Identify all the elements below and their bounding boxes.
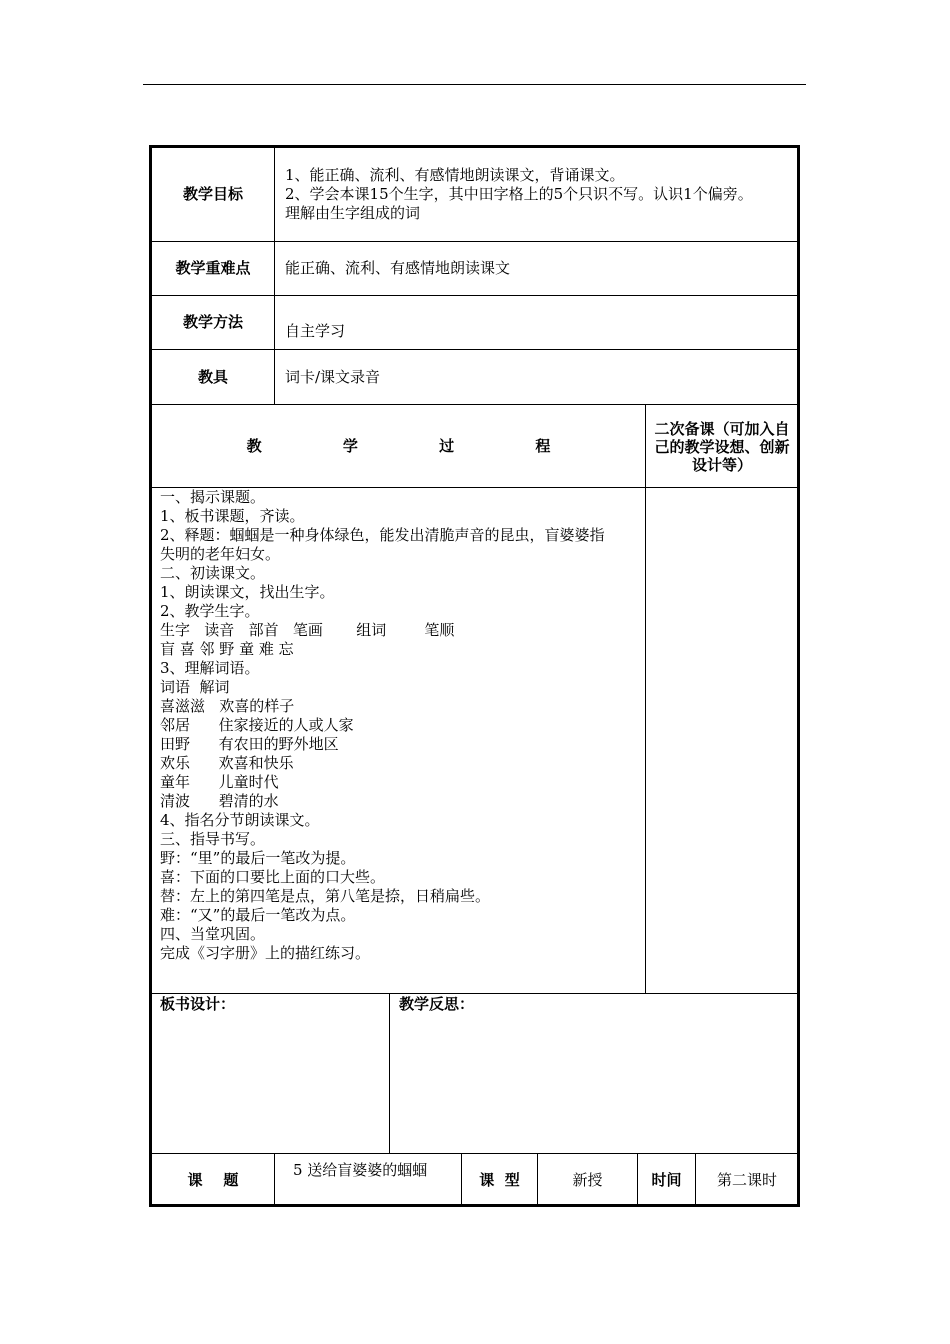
process-line: 欢乐 欢喜和快乐 [160,754,294,772]
tools-label: 教具 [197,367,228,386]
process-line: 田野 有农田的野外地区 [160,735,339,753]
column-divider [274,1153,275,1207]
objectives-content [285,166,797,223]
process-line: 邻居 住家接近的人或人家 [160,716,354,734]
second-prep-heading: 二次备课（可加入自己的教学设想、创新设计等） [654,420,790,474]
column-divider [274,145,275,405]
topic-value: 5 送给盲婆婆的蝈蝈 [293,1161,428,1179]
tools-value: 词卡/课文录音 [285,368,381,386]
objectives-line: 理解由生字组成的词 [285,204,421,222]
row-divider [149,993,800,994]
process-line: 二、初读课文。 [160,564,266,582]
process-heading: 教 学 过 程 [246,436,589,455]
topic-label: 课 题 [187,1170,239,1189]
page-header-rule [143,84,806,85]
process-line: 喜滋滋 欢喜的样子 [160,697,295,715]
method-label: 教学方法 [182,313,243,331]
objectives-line: 1、能正确、流利、有感情地朗读课文，背诵课文。 [285,166,625,184]
type-label: 课 型 [479,1170,520,1189]
time-value: 第二课时 [716,1170,777,1189]
time-label: 时间 [651,1170,682,1189]
process-line: 4、指名分节朗读课文。 [160,811,320,829]
key-points-label: 教学重难点 [175,259,251,277]
process-line: 野：“里”的最后一笔改为提。 [160,849,356,867]
reflection-label: 教学反思： [399,995,475,1013]
process-line: 三、指导书写。 [160,830,266,848]
process-content [160,488,644,963]
process-line: 2、释题：蝈蝈是一种身体绿色，能发出清脆声音的昆虫，盲婆婆指 [160,526,605,544]
objectives-label: 教学目标 [182,185,243,203]
process-line: 1、板书课题，齐读。 [160,507,305,525]
board-design-label: 板书设计： [160,995,236,1013]
key-points-value: 能正确、流利、有感情地朗读课文 [285,259,511,277]
objectives-line: 2、学会本课15个生字，其中田字格上的5个只识不写。认识1个偏旁。 [285,185,753,203]
process-line: 2、教学生字。 [160,602,260,620]
process-line: 难：“又”的最后一笔改为点。 [160,906,356,924]
process-line: 喜：下面的口要比上面的口大些。 [160,868,386,886]
process-line: 1、朗读课文，找出生字。 [160,583,335,601]
type-value: 新授 [572,1170,603,1189]
process-line: 失明的老年妇女。 [160,545,281,563]
process-line: 四、当堂巩固。 [160,925,266,943]
process-line: 生字 读音 部首 笔画 组词 笔顺 [160,621,455,639]
process-line: 童年 儿童时代 [160,773,279,791]
process-line: 3、理解词语。 [160,659,260,677]
process-line: 盲 喜 邻 野 童 难 忘 [160,640,294,658]
column-divider [645,404,646,993]
process-line: 一、揭示课题。 [160,488,266,506]
column-divider [389,993,390,1153]
process-line: 替：左上的第四笔是点，第八笔是捺，日稍扁些。 [160,887,491,905]
method-value: 自主学习 [285,322,346,340]
process-line: 词语 解词 [160,678,230,696]
process-line: 完成《习字册》上的描红练习。 [160,944,371,962]
process-line: 清波 碧清的水 [160,792,279,810]
